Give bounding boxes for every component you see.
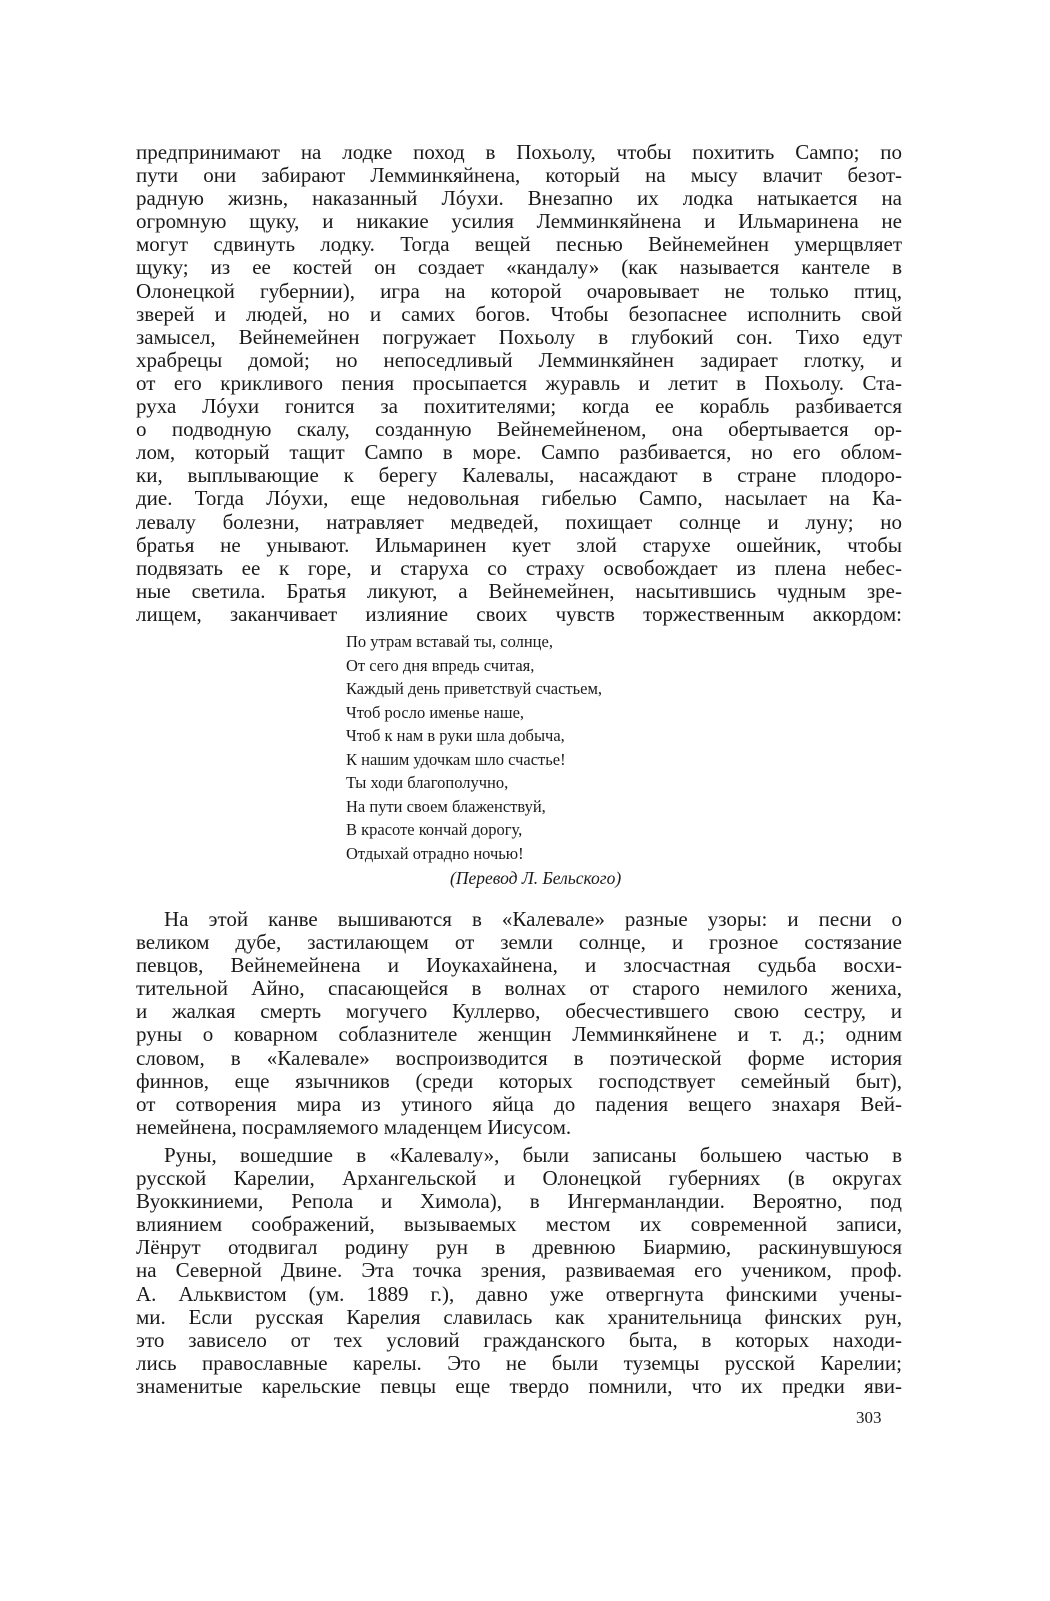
text-line: щуку; из ее костей он создает «кандалу» (как называется кантеле в: [136, 256, 902, 280]
text-line: Руны, вошедшие в «Калевалу», были записаны большею частью в: [164, 1144, 902, 1167]
text-line: руны о коварном соблазнителе женщин Лемминкяйнене и т. д.; одним: [136, 1023, 902, 1047]
text-line: на Северной Двине. Эта точка зрения, развиваемая его учеником, проф.: [136, 1259, 902, 1283]
text-line: и жалкая смерть могучего Куллерво, обесчестившего свою сестру, и: [136, 1000, 902, 1024]
text-line: финнов, еще язычников (среди которых господствует семейный быт),: [136, 1069, 902, 1093]
poem-line: Отдыхай отрадно ночью!: [346, 843, 524, 863]
text-line: левалу болезни, натравляет медведей, похищает солнце и луну; но: [136, 510, 902, 534]
text-line: от его крикливого пения просыпается журавль и летит в Похьолу. Ста-: [136, 371, 902, 395]
text-line: словом, в «Калевале» воспроизводится в поэтической форме история: [136, 1046, 902, 1070]
text-line: предпринимают на лодке поход в Похьолу, чтобы похитить Сампо; по: [136, 141, 902, 164]
text-line: замысел, Вейнемейнен погружает Похьолу в глубокий сон. Тихо едут: [136, 325, 902, 349]
text-line: пути они забирают Лемминкяйнена, который на мысу влачит безот-: [136, 164, 902, 188]
text-line: огромную щуку, и никакие усилия Лемминкяйнена и Ильмаринена не: [136, 210, 902, 234]
text-line: лом, который тащит Сампо в море. Сампо разбивается, но его облом-: [136, 441, 902, 465]
paragraph-narrative: [136, 141, 902, 626]
text-line: немейнена, посрамляемого младенцем Иисусом.: [136, 1115, 572, 1139]
text-line: ные светила. Братья ликуют, а Вейнемейнен, насытившись чудным зре-: [136, 579, 902, 603]
poem-quote: [346, 630, 766, 865]
poem-line: Чтоб росло именье наше,: [346, 702, 525, 722]
text-line: братья не унывают. Ильмаринен кует злой старухе ошейник, чтобы: [136, 533, 902, 557]
text-line: зверей и людей, но и самих богов. Чтобы безопаснее исполнить свой: [136, 302, 902, 326]
text-line: от сотворения мира из утиного яйца до падения вещего знахаря Вей-: [136, 1092, 902, 1116]
text-line: ки, выплывающие к берегу Калевалы, насаждают в стране плодоро-: [136, 464, 902, 488]
poem-line: По утрам вставай ты, солнце,: [346, 632, 553, 651]
poem-line: На пути своем блаженствуй,: [346, 796, 546, 816]
text-line: подвязать ее к горе, и старуха со страху освобождает из плена небес-: [136, 556, 902, 580]
paragraph-runes-origin: [136, 1144, 902, 1398]
text-line: знаменитые карельские певцы еще твердо помнили, что их предки яви-: [136, 1374, 902, 1398]
text-line: Вуоккиниеми, Репола и Химола), в Ингерманландии. Вероятно, под: [136, 1190, 902, 1214]
text-line: радную жизнь, наказанный Лóухи. Внезапно их лодка натыкается на: [136, 187, 902, 211]
text-line: лищем, заканчивает излияние своих чувств торжественным аккордом:: [136, 602, 902, 626]
poem-line: Каждый день приветствуй счастьем,: [346, 679, 603, 698]
text-line: На этой канве вышиваются в «Калевале» разные узоры: и песни о: [164, 908, 902, 931]
text-line: храбрецы домой; но непоседливый Лемминкяйнен задирает глотку, и: [136, 348, 902, 372]
poem-line: К нашим удочкам шло счастье!: [346, 749, 566, 769]
text-line: русской Карелии, Архангельской и Олонецкой губерниях (в округах: [136, 1167, 902, 1191]
poem-line: Ты ходи благополучно,: [346, 773, 509, 792]
text-line: великом дубе, застилающем от земли солнце, и грозное состязание: [136, 931, 902, 955]
poem-line: В красоте кончай дорогу,: [346, 820, 523, 839]
text-line: могут сдвинуть лодку. Тогда вещей песнью Вейнемейнен умерщвляет: [136, 233, 902, 257]
page-number: 303: [856, 1408, 882, 1427]
poem-line: Чтоб к нам в руки шла добыча,: [346, 726, 565, 745]
text-line: А. Альквистом (ум. 1889 г.), давно уже отвергнута финскими учены-: [136, 1282, 902, 1306]
text-line: Олонецкой губернии), игра на которой очаровывает не только птиц,: [136, 279, 902, 303]
text-line: о подводную скалу, созданную Вейнемейненом, она обертывается ор-: [136, 418, 902, 442]
text-line: ми. Если русская Карелия славилась как хранительница финских рун,: [136, 1305, 902, 1329]
text-line: тительной Айно, спасающейся в волнах от старого немилого жениха,: [136, 977, 902, 1001]
text-line: влиянием соображений, вызываемых местом их современной записи,: [136, 1213, 902, 1237]
text-line: лись православные карелы. Это не были туземцы русской Карелии;: [136, 1351, 902, 1375]
text-line: певцов, Вейнемейнена и Иоукахайнена, и злосчастная судьба восхи-: [136, 954, 902, 978]
text-line: руха Лóухи гонится за похитителями; когда ее корабль разбивается: [136, 395, 902, 419]
text-line: Лёнрут отодвигал родину рун в древнюю Биармию, раскинувшуюся: [136, 1236, 902, 1260]
text-line: это зависело от тех условий гражданского быта, в которых находи-: [136, 1328, 902, 1352]
text-line: дие. Тогда Лóухи, еще недовольная гибелью Сампо, насылает на Ка-: [136, 487, 902, 511]
paragraph-kalevala-patterns: [136, 908, 902, 1139]
translation-attribution: (Перевод Л. Бельского): [450, 868, 622, 888]
poem-line: От сего дня впредь считая,: [346, 655, 535, 675]
